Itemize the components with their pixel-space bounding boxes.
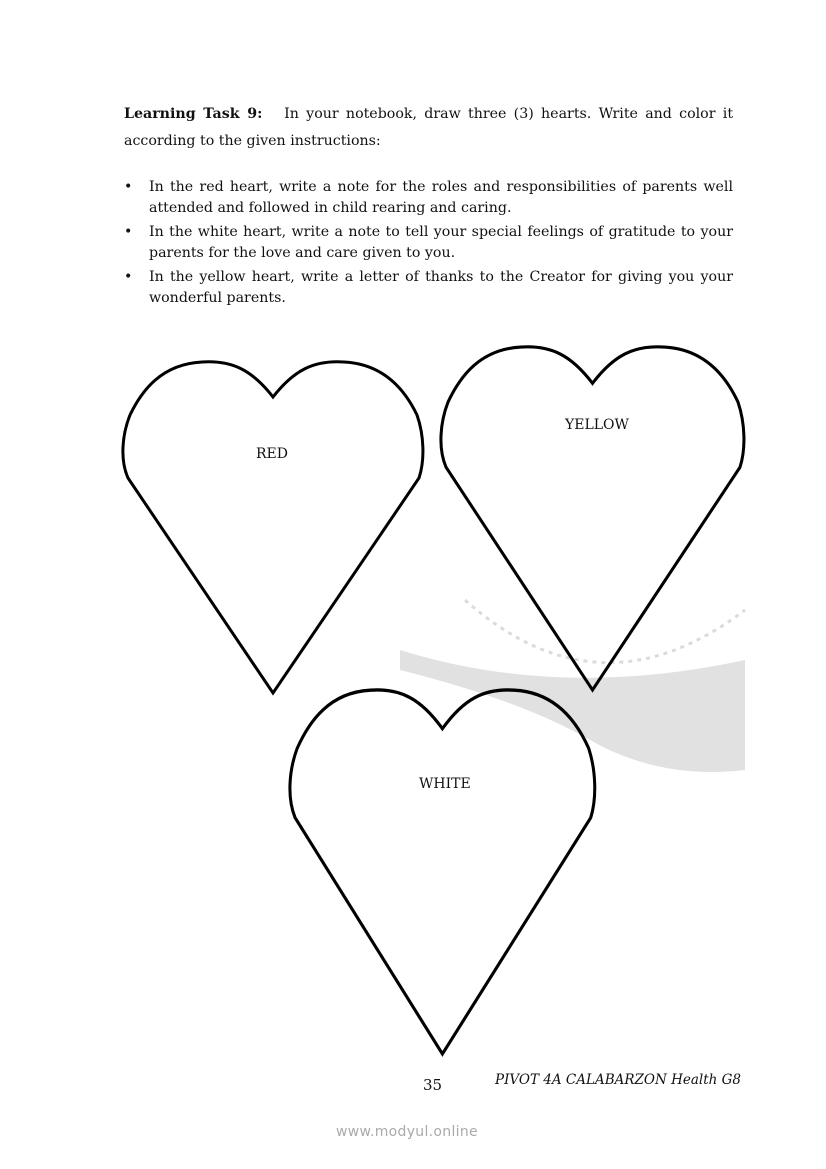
instruction-item: • In the red heart, write a note for the roles and responsibilities of parents well attended and followed in child rearing and caring. bbox=[124, 177, 733, 219]
red-heart-label: RED bbox=[256, 446, 288, 462]
instruction-item: • In the white heart, write a note to tell your special feelings of gratitude to your parents for the love and care given to you. bbox=[124, 222, 733, 264]
white-heart-label: WHITE bbox=[419, 776, 471, 792]
watermark-seal bbox=[400, 600, 745, 772]
task-label: Learning Task 9: bbox=[124, 106, 263, 122]
yellow-heart-label: YELLOW bbox=[565, 417, 629, 433]
website-watermark: www.modyul.online bbox=[336, 1124, 478, 1140]
red-heart-outline bbox=[123, 362, 423, 693]
footer-title: PIVOT 4A CALABARZON Health G8 bbox=[495, 1072, 742, 1088]
instruction-item: • In the yellow heart, write a letter of thanks to the Creator for giving you your wonderful parents. bbox=[124, 267, 733, 309]
task-text: In your notebook, draw three (3) hearts. Write and color it according to the given instructions: bbox=[124, 106, 734, 149]
page-number: 35 bbox=[423, 1076, 443, 1094]
white-heart-outline bbox=[290, 690, 595, 1054]
